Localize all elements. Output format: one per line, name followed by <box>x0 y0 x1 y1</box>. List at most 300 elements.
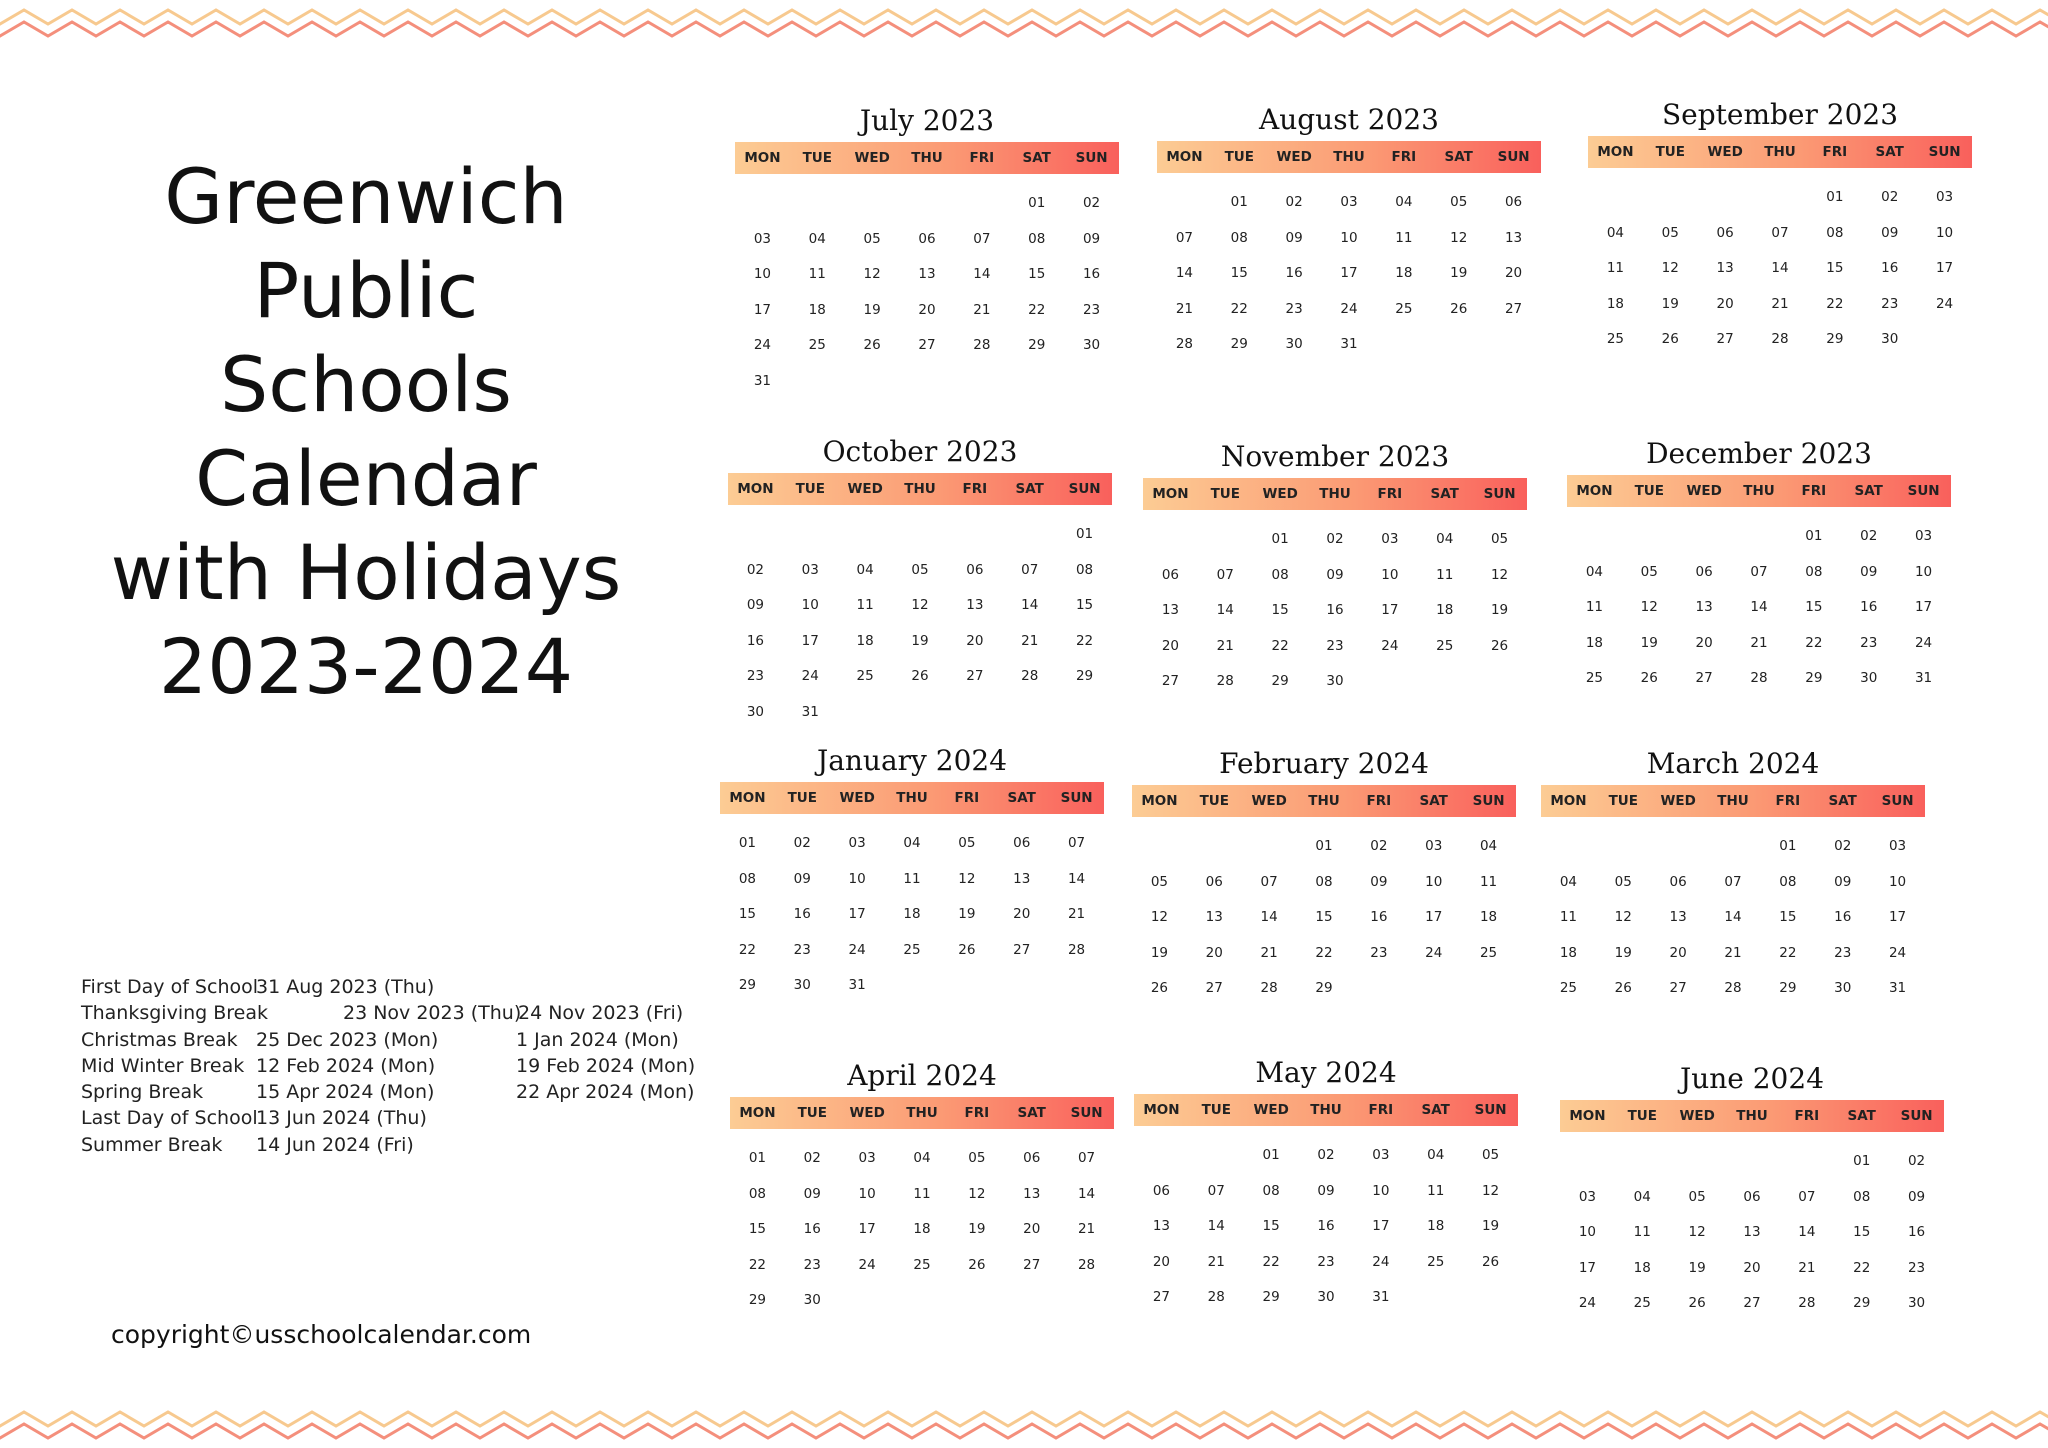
day-cell: 22 <box>1028 301 1046 318</box>
weekday-label: SUN <box>1070 1105 1103 1121</box>
day-cell: 21 <box>973 301 991 318</box>
weekday-label: FRI <box>1377 486 1403 502</box>
day-cell: 19 <box>1450 265 1468 281</box>
empty-cell <box>1706 829 1761 865</box>
day-cell: 13 <box>1716 260 1734 276</box>
empty-cell <box>1677 519 1732 555</box>
holiday-date: 25 Dec 2023 (Mon) <box>256 1028 439 1051</box>
day-cell: 14 <box>1798 1224 1816 1240</box>
day-cell: 01 <box>1028 195 1046 211</box>
month-calendar <box>1588 94 1972 358</box>
day-cell: 01 <box>1826 189 1844 205</box>
weekday-label: SAT <box>1828 793 1857 809</box>
day-cell: 15 <box>1805 599 1823 615</box>
day-cell: 30 <box>793 977 811 993</box>
holiday-date: 22 Apr 2024 (Mon) <box>516 1081 695 1104</box>
weekday-label: TUE <box>787 790 817 806</box>
month-title: January 2024 <box>816 744 1008 777</box>
month-title: May 2024 <box>1255 1056 1397 1089</box>
day-cell: 14 <box>1077 1185 1096 1202</box>
empty-cell <box>1732 519 1787 555</box>
weekday-label: SAT <box>1017 1105 1046 1121</box>
day-cell: 24 <box>1340 300 1358 317</box>
day-cell: 06 <box>1716 224 1734 241</box>
day-cell: 04 <box>1606 224 1625 241</box>
day-cell: 15 <box>1230 265 1248 281</box>
day-cell: 05 <box>1614 873 1632 890</box>
month-title: June 2024 <box>1679 1062 1825 1095</box>
day-cell: 20 <box>966 632 984 649</box>
day-cell: 20 <box>918 301 936 318</box>
day-cell: 23 <box>1860 634 1878 651</box>
day-cell: 30 <box>1834 980 1852 996</box>
empty-cell <box>1779 1144 1834 1180</box>
day-cell: 31 <box>753 372 772 389</box>
bottom-zigzag-border <box>0 1404 2048 1448</box>
day-cell: 13 <box>1023 1185 1041 1202</box>
day-cell: 27 <box>1013 941 1031 958</box>
day-cell: 09 <box>1370 873 1388 890</box>
day-cell: 17 <box>1935 260 1954 276</box>
empty-cell <box>1541 829 1596 865</box>
empty-cell <box>947 517 1002 553</box>
empty-cell <box>783 517 838 553</box>
day-cell: 28 <box>1260 980 1278 996</box>
weekday-label: MON <box>1597 144 1634 160</box>
weekday-label: MON <box>1576 483 1613 499</box>
weekday-label: SUN <box>1474 1102 1507 1118</box>
day-cell: 18 <box>1479 909 1498 925</box>
day-cell: 02 <box>1317 1147 1335 1163</box>
day-cell: 10 <box>1372 1182 1390 1199</box>
day-cell: 25 <box>856 668 874 684</box>
day-cell: 09 <box>1317 1182 1335 1199</box>
day-cell: 14 <box>1750 599 1768 615</box>
weekday-label: WED <box>1276 149 1312 165</box>
day-cell: 26 <box>1661 331 1679 347</box>
day-cell: 07 <box>1724 873 1742 890</box>
day-cell: 12 <box>1481 1182 1500 1199</box>
month-calendar <box>730 1055 1114 1319</box>
day-cell: 24 <box>848 941 866 958</box>
weekday-label: SUN <box>1472 793 1505 809</box>
day-cell: 08 <box>1271 566 1289 583</box>
day-cell: 11 <box>1559 909 1578 925</box>
month-calendar <box>1560 1058 1944 1322</box>
day-cell: 30 <box>1326 673 1344 689</box>
holiday-date: 15 Apr 2024 (Mon) <box>256 1081 435 1104</box>
weekday-label: TUE <box>1199 793 1229 809</box>
day-cell: 22 <box>1853 1259 1871 1276</box>
day-grid <box>728 517 1112 730</box>
month-title: December 2023 <box>1646 437 1872 470</box>
day-cell: 23 <box>803 1256 821 1273</box>
day-cell: 19 <box>1640 634 1658 651</box>
day-cell: 26 <box>1640 670 1658 686</box>
day-cell: 16 <box>793 906 811 922</box>
day-cell: 04 <box>1427 1147 1445 1163</box>
day-cell: 07 <box>1798 1188 1816 1205</box>
day-cell: 09 <box>1082 230 1101 247</box>
day-cell: 08 <box>1262 1182 1280 1199</box>
day-cell: 16 <box>1370 909 1388 925</box>
day-cell: 30 <box>1317 1289 1335 1305</box>
day-cell: 04 <box>808 230 826 247</box>
day-cell: 28 <box>973 337 991 353</box>
day-cell: 16 <box>803 1221 821 1237</box>
day-cell: 05 <box>1661 224 1679 241</box>
day-cell: 13 <box>1743 1224 1761 1240</box>
month-title: March 2024 <box>1646 747 1820 780</box>
weekday-label: FRI <box>1366 793 1392 809</box>
weekday-label: FRI <box>954 790 980 806</box>
weekday-label: SAT <box>1022 150 1051 166</box>
day-cell: 28 <box>1798 1295 1816 1311</box>
day-cell: 02 <box>1082 195 1101 211</box>
weekday-label: SAT <box>1847 1108 1876 1124</box>
day-cell: 29 <box>1271 673 1289 689</box>
day-cell: 21 <box>1021 632 1039 649</box>
day-cell: 08 <box>1779 873 1797 890</box>
day-cell: 31 <box>801 703 819 720</box>
day-cell: 15 <box>1028 266 1046 282</box>
day-cell: 24 <box>1425 944 1443 961</box>
day-cell: 28 <box>1021 668 1039 684</box>
day-cell: 31 <box>848 977 866 993</box>
day-cell: 02 <box>1326 531 1344 547</box>
day-cell: 11 <box>1585 599 1604 615</box>
weekday-label: THU <box>1764 144 1796 160</box>
weekday-header <box>1157 141 1541 173</box>
day-cell: 17 <box>858 1221 876 1237</box>
day-cell: 20 <box>1205 944 1223 961</box>
weekday-label: SAT <box>1007 790 1036 806</box>
day-cell: 27 <box>1669 980 1687 996</box>
weekday-label: MON <box>1152 486 1189 502</box>
day-cell: 13 <box>1161 602 1180 618</box>
day-cell: 08 <box>1853 1188 1871 1205</box>
holiday-date: 23 Nov 2023 (Thu) <box>343 1002 522 1025</box>
day-cell: 13 <box>1669 909 1687 925</box>
empty-cell <box>1670 1144 1725 1180</box>
day-cell: 01 <box>748 1150 767 1166</box>
day-cell: 24 <box>1935 295 1954 312</box>
weekday-label: MON <box>1166 149 1203 165</box>
day-cell: 29 <box>1028 337 1046 353</box>
day-cell: 15 <box>1826 260 1844 276</box>
day-cell: 29 <box>1075 668 1094 684</box>
day-cell: 07 <box>973 230 991 247</box>
day-cell: 05 <box>911 561 929 578</box>
day-cell: 18 <box>1395 265 1413 281</box>
weekday-label: FRI <box>1775 793 1801 809</box>
day-cell: 27 <box>1205 980 1223 996</box>
day-cell: 26 <box>1481 1253 1500 1270</box>
day-cell: 02 <box>1834 838 1852 854</box>
day-cell: 20 <box>1695 634 1713 651</box>
day-cell: 01 <box>1779 838 1797 854</box>
day-cell: 14 <box>1724 909 1742 925</box>
empty-cell <box>1615 1144 1670 1180</box>
empty-cell <box>954 186 1009 222</box>
day-cell: 08 <box>738 870 757 887</box>
day-cell: 20 <box>1716 295 1734 312</box>
weekday-label: FRI <box>962 481 988 497</box>
weekday-label: SAT <box>1854 483 1883 499</box>
day-cell: 21 <box>1207 1253 1225 1270</box>
day-cell: 28 <box>1207 1289 1225 1305</box>
day-cell: 22 <box>1230 300 1248 317</box>
day-cell: 29 <box>1853 1295 1871 1311</box>
day-cell: 12 <box>1490 566 1509 583</box>
weekday-label: SUN <box>1068 481 1101 497</box>
day-cell: 03 <box>1425 838 1443 854</box>
day-cell: 29 <box>1230 336 1248 352</box>
top-zigzag-border <box>0 0 2048 44</box>
day-cell: 16 <box>746 632 765 649</box>
day-grid <box>1541 829 1925 1007</box>
day-cell: 02 <box>1370 838 1388 854</box>
day-cell: 25 <box>1585 670 1604 686</box>
day-cell: 10 <box>1340 229 1358 246</box>
day-cell: 23 <box>1082 301 1101 318</box>
day-cell: 08 <box>1230 229 1248 246</box>
holiday-label: Thanksgiving Break <box>81 1002 269 1025</box>
day-cell: 14 <box>973 266 991 282</box>
day-cell: 17 <box>1888 909 1907 925</box>
day-cell: 04 <box>1559 873 1578 890</box>
day-cell: 09 <box>1860 563 1878 580</box>
day-cell: 23 <box>1907 1259 1926 1276</box>
day-cell: 31 <box>1914 670 1933 686</box>
day-cell: 19 <box>968 1221 986 1237</box>
weekday-label: MON <box>1550 793 1587 809</box>
empty-cell <box>1588 180 1643 216</box>
page-title <box>48 150 684 714</box>
day-cell: 20 <box>1023 1221 1041 1237</box>
day-cell: 05 <box>1481 1147 1500 1163</box>
day-cell: 19 <box>1490 602 1509 618</box>
day-cell: 16 <box>1317 1218 1335 1234</box>
day-cell: 11 <box>1436 566 1454 583</box>
day-cell: 12 <box>1150 909 1169 925</box>
day-cell: 24 <box>1578 1295 1597 1311</box>
weekday-label: TUE <box>1608 793 1638 809</box>
holiday-date: 13 Jun 2024 (Thu) <box>256 1107 427 1130</box>
holiday-date: 12 Feb 2024 (Mon) <box>256 1054 436 1077</box>
day-cell: 21 <box>1216 637 1234 654</box>
day-cell: 24 <box>1372 1253 1390 1270</box>
title-line: 2023-2024 <box>158 622 574 711</box>
weekday-label: TUE <box>795 481 825 497</box>
day-cell: 26 <box>1614 980 1632 996</box>
month-calendar <box>1567 433 1951 697</box>
day-cell: 09 <box>1881 224 1899 241</box>
day-cell: 12 <box>1614 909 1632 925</box>
day-cell: 22 <box>1315 944 1333 961</box>
day-cell: 10 <box>801 597 819 613</box>
month-calendar <box>1132 743 1516 1007</box>
day-cell: 10 <box>1425 873 1443 890</box>
day-cell: 18 <box>903 906 921 922</box>
title-line: Greenwich Public <box>164 152 568 335</box>
empty-cell <box>1132 829 1187 865</box>
day-cell: 27 <box>1161 673 1180 689</box>
month-title: February 2024 <box>1219 747 1429 780</box>
weekday-label: SAT <box>1875 144 1904 160</box>
weekday-label: SUN <box>1497 149 1530 165</box>
day-cell: 14 <box>1216 602 1234 618</box>
day-cell: 03 <box>1888 838 1907 854</box>
day-cell: 21 <box>1771 295 1789 312</box>
weekday-header <box>720 782 1104 814</box>
day-cell: 30 <box>803 1292 821 1308</box>
empty-cell <box>1651 829 1706 865</box>
day-cell: 05 <box>958 835 976 851</box>
day-cell: 11 <box>903 870 921 887</box>
day-cell: 11 <box>1479 873 1498 890</box>
day-cell: 15 <box>1315 909 1333 925</box>
day-cell: 26 <box>911 668 929 684</box>
weekday-label: MON <box>1141 793 1178 809</box>
empty-cell <box>1002 517 1057 553</box>
weekday-label: TUE <box>1201 1102 1231 1118</box>
day-cell: 25 <box>1436 637 1454 654</box>
day-cell: 11 <box>808 266 826 282</box>
day-cell: 16 <box>1326 602 1344 618</box>
day-cell: 13 <box>1205 909 1223 925</box>
empty-cell <box>790 186 845 222</box>
day-cell: 11 <box>913 1185 931 1202</box>
day-cell: 23 <box>1326 637 1344 654</box>
weekday-header <box>1143 478 1527 510</box>
day-cell: 22 <box>1779 944 1797 961</box>
day-cell: 22 <box>1805 634 1823 651</box>
empty-cell <box>1157 185 1212 221</box>
day-cell: 17 <box>1340 265 1358 281</box>
day-cell: 21 <box>1798 1259 1816 1276</box>
weekday-label: SUN <box>1075 150 1108 166</box>
weekday-header <box>1588 136 1972 168</box>
month-title: July 2023 <box>859 104 995 137</box>
day-grid <box>735 186 1119 399</box>
day-cell: 04 <box>1585 563 1604 580</box>
day-cell: 09 <box>803 1185 821 1202</box>
weekday-label: SAT <box>1015 481 1044 497</box>
day-cell: 30 <box>1285 336 1303 352</box>
weekday-label: MON <box>1569 1108 1606 1124</box>
empty-cell <box>893 517 948 553</box>
day-cell: 18 <box>1633 1259 1651 1276</box>
empty-cell <box>1596 829 1651 865</box>
day-cell: 25 <box>1633 1295 1651 1311</box>
day-cell: 03 <box>1578 1188 1597 1205</box>
day-cell: 27 <box>1695 670 1713 686</box>
weekday-header <box>728 473 1112 505</box>
day-cell: 28 <box>1077 1256 1096 1273</box>
day-cell: 25 <box>1395 300 1413 317</box>
month-title: November 2023 <box>1220 440 1450 473</box>
day-cell: 27 <box>1743 1295 1761 1311</box>
day-cell: 17 <box>848 906 866 922</box>
weekday-label: TUE <box>1655 144 1685 160</box>
day-cell: 15 <box>738 906 757 922</box>
day-cell: 01 <box>1075 526 1094 542</box>
day-cell: 06 <box>1743 1188 1761 1205</box>
day-cell: 21 <box>1175 300 1194 317</box>
day-cell: 13 <box>918 266 936 282</box>
weekday-label: FRI <box>1391 149 1417 165</box>
day-cell: 03 <box>1372 1147 1390 1163</box>
weekday-label: WED <box>1707 144 1743 160</box>
day-cell: 19 <box>958 906 976 922</box>
day-cell: 16 <box>1834 909 1852 925</box>
day-cell: 16 <box>1907 1224 1926 1240</box>
weekday-label: TUE <box>802 150 832 166</box>
day-cell: 05 <box>1640 563 1658 580</box>
day-cell: 28 <box>1067 941 1086 958</box>
weekday-label: THU <box>1310 1102 1342 1118</box>
weekday-label: THU <box>906 1105 938 1121</box>
day-cell: 30 <box>1881 331 1899 347</box>
weekday-label: FRI <box>1822 144 1848 160</box>
day-cell: 25 <box>808 337 826 353</box>
month-title: August 2023 <box>1259 103 1439 136</box>
day-cell: 19 <box>1688 1259 1706 1276</box>
day-cell: 25 <box>1479 944 1498 961</box>
weekday-label: MON <box>1143 1102 1180 1118</box>
holiday-label: First Day of School <box>81 976 259 998</box>
day-cell: 01 <box>738 835 757 851</box>
day-cell: 22 <box>1075 632 1094 649</box>
month-calendar <box>720 740 1104 1004</box>
empty-cell <box>1622 519 1677 555</box>
day-cell: 17 <box>1372 1218 1390 1234</box>
weekday-label: THU <box>904 481 936 497</box>
weekday-header <box>1132 785 1516 817</box>
day-cell: 07 <box>1750 563 1768 580</box>
empty-cell <box>1560 1144 1615 1180</box>
day-grid <box>1157 185 1541 363</box>
day-cell: 13 <box>966 597 984 613</box>
day-cell: 06 <box>1161 566 1180 583</box>
day-cell: 04 <box>913 1150 931 1166</box>
holiday-label: Spring Break <box>81 1081 204 1104</box>
weekday-label: MON <box>744 150 781 166</box>
day-cell: 14 <box>1207 1218 1225 1234</box>
day-cell: 07 <box>1077 1150 1096 1166</box>
day-cell: 26 <box>1688 1295 1706 1311</box>
day-cell: 19 <box>1481 1218 1500 1234</box>
weekday-header <box>1560 1100 1944 1132</box>
day-cell: 29 <box>1826 331 1844 347</box>
day-cell: 18 <box>808 301 826 318</box>
weekday-label: TUE <box>1634 483 1664 499</box>
day-cell: 01 <box>1315 838 1333 854</box>
weekday-label: TUE <box>1627 1108 1657 1124</box>
day-cell: 22 <box>748 1256 767 1273</box>
day-cell: 03 <box>1340 194 1358 210</box>
day-cell: 05 <box>968 1150 986 1166</box>
weekday-label: SUN <box>1907 483 1940 499</box>
day-cell: 08 <box>1028 230 1046 247</box>
month-calendar <box>1157 99 1541 363</box>
day-cell: 18 <box>913 1221 931 1237</box>
weekday-label: SAT <box>1444 149 1473 165</box>
day-cell: 25 <box>1427 1253 1445 1270</box>
day-cell: 26 <box>1150 980 1169 996</box>
day-cell: 14 <box>1175 265 1194 281</box>
